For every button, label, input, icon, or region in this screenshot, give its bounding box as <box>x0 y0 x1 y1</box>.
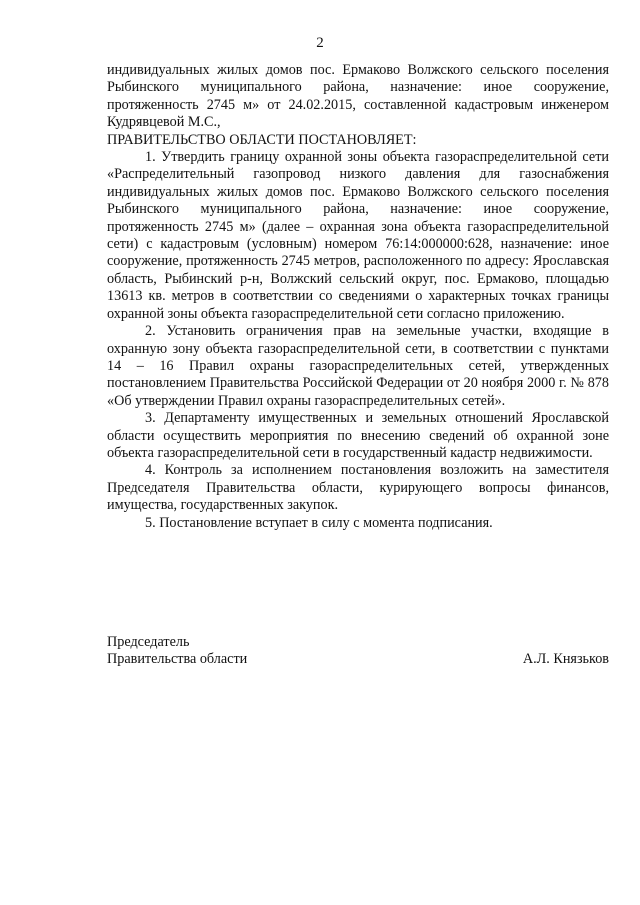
signature-row <box>107 651 609 668</box>
signature-block <box>107 634 609 669</box>
resolution-item-3: 3. Департаменту имущественных и земельных отношений Ярославской области осуществить мероприятия по внесению сведений об охранной зоне объекта газораспределительной сети в государственный кадастр недвижимости. <box>107 410 609 461</box>
resolution-item-4: 4. Контроль за исполнением постановления возложить на заместителя Председателя Правительства области, курирующего вопросы финансов, имущества, государственных закупок. <box>107 462 609 514</box>
signatory-title-line-1: Председатель <box>107 634 190 650</box>
document-body <box>107 62 609 532</box>
resolution-item-1: 1. Утвердить границу охранной зоны объекта газораспределительной сети «Распределительный газопровод низкого давления для газоснабжения индивидуальных жилых домов пос. Ермаково Волжского сельского поселения Рыбинского муниципального района, назначение: иное сооружение, протяженность 2745 м» (далее – охранная зона объекта газораспределительной сети) с кадастровым (условным) номером 76:14:000000:628, назначение: иное сооружение, протяженность 2745 метров, расположенного по адресу: Ярославская область, Рыбинский р-н, Волжский сельский округ, пос. Ермаково, площадью 13613 кв. метров в соответствии со сведениями о характерных точках границы охранной зоны объекта газораспределительной сети согласно приложению. <box>107 149 609 322</box>
resolution-item-2: 2. Установить ограничения прав на земельные участки, входящие в охранную зону объекта газораспределительной сети, в соответствии с пунктами 14 – 16 Правил охраны газораспределительных сетей, утвержденных постановлением Правительства Российской Федерации от 20 ноября 2000 г. № 878 «Об утверждении Правил охраны газораспределительных сетей». <box>107 323 609 409</box>
intro-paragraph: индивидуальных жилых домов пос. Ермаково Волжского сельского поселения Рыбинского муниципального района, назначение: иное сооружение, протяженность 2745 м» от 24.02.2015, составленной кадастровым инженером Кудрявцевой М.С., <box>107 62 609 131</box>
signatory-name: А.Л. Князьков <box>522 651 609 668</box>
resolution-item-5: 5. Постановление вступает в силу с момента подписания. <box>145 514 493 531</box>
page-number: 2 <box>316 35 324 51</box>
signatory-title-line-2: Правительства области <box>107 651 248 668</box>
resolution-heading: ПРАВИТЕЛЬСТВО ОБЛАСТИ ПОСТАНОВЛЯЕТ: <box>107 131 417 148</box>
